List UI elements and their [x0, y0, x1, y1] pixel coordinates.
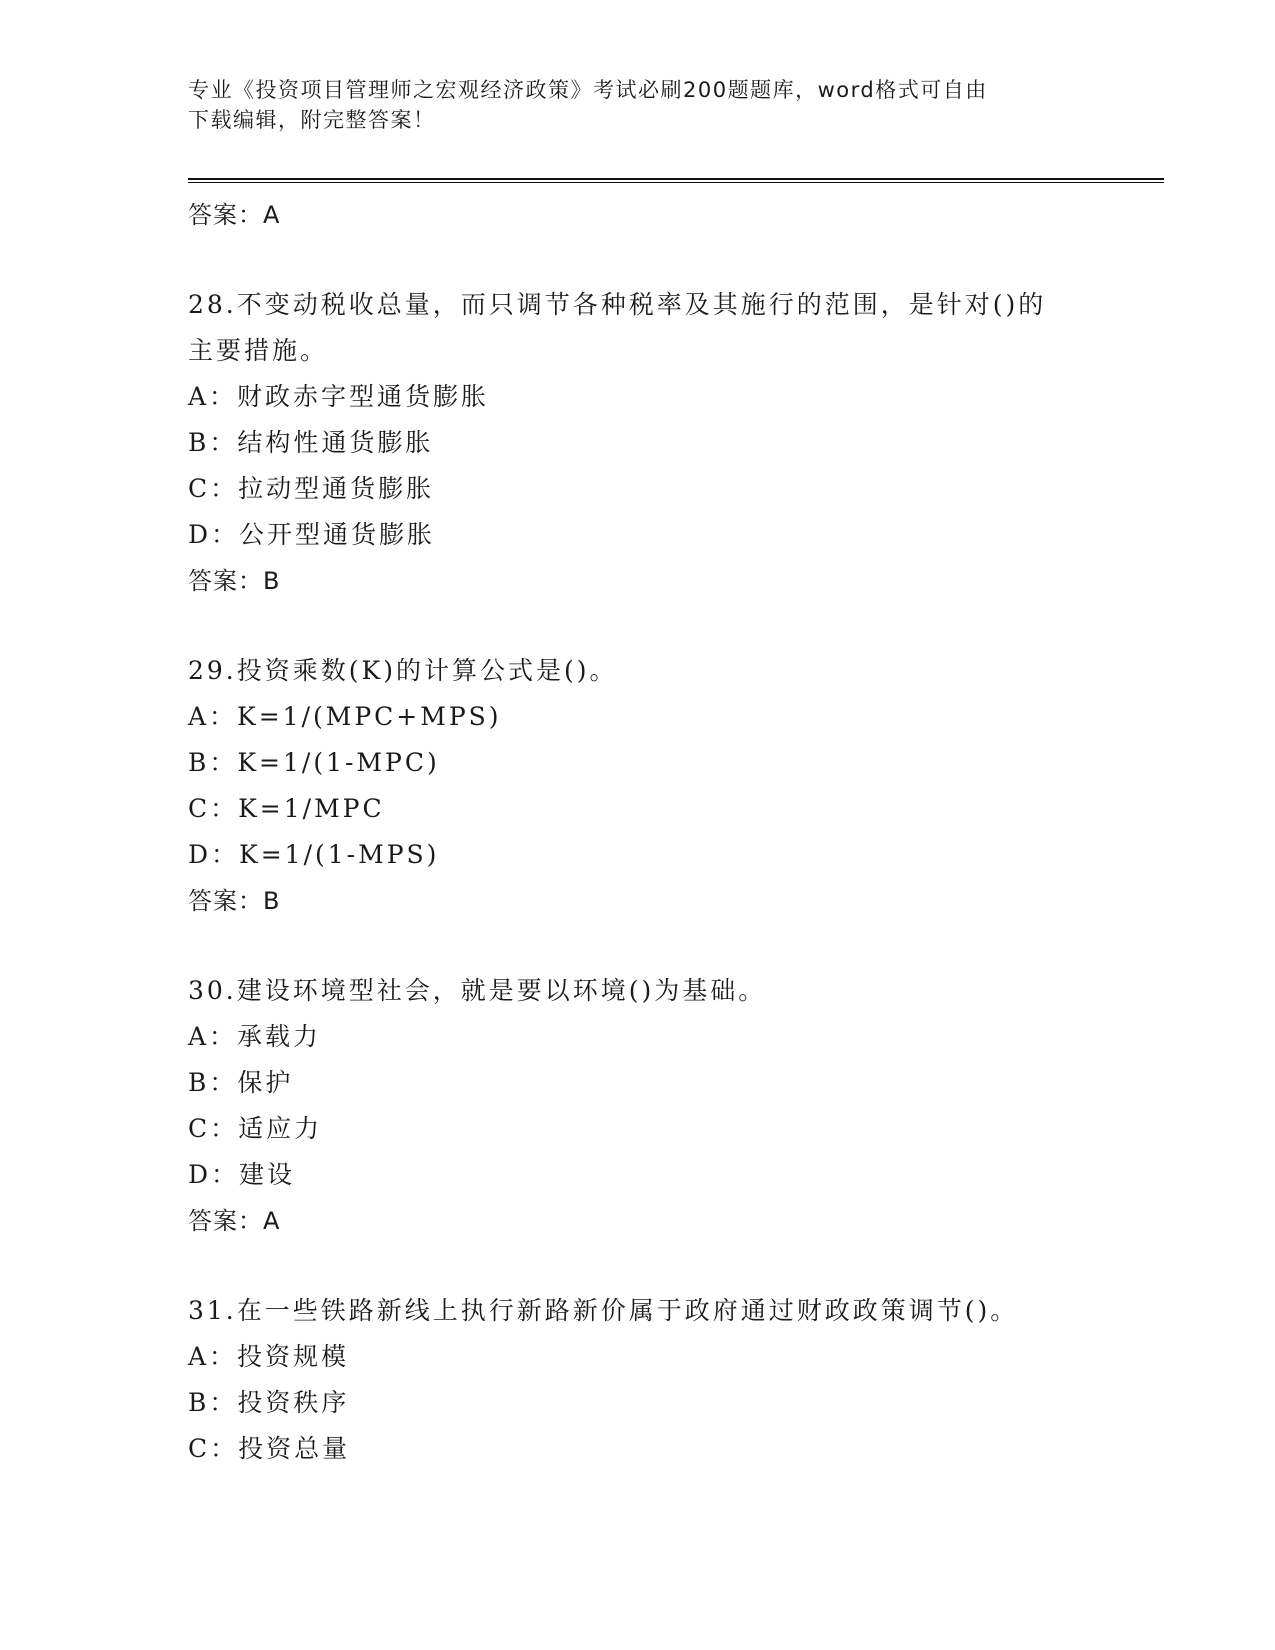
- question-stem: 主要措施。: [188, 336, 329, 365]
- header-divider: [188, 178, 1164, 183]
- option-a: A：K=1/(MPC+MPS): [188, 702, 502, 731]
- question-stem: 28.不变动税收总量，而只调节各种税率及其施行的范围，是针对()的: [188, 290, 1047, 319]
- question-31: [188, 1288, 1148, 1472]
- option-b: B：结构性通货膨胀: [188, 428, 434, 457]
- option-c: C：拉动型通货膨胀: [188, 474, 435, 503]
- header-line-2: 下载编辑，附完整答案！: [188, 108, 436, 132]
- answer-line: 答案：B: [188, 567, 281, 595]
- spacer: [188, 1244, 1148, 1288]
- spacer: [188, 238, 1148, 282]
- answer-line: 答案：A: [188, 1207, 281, 1235]
- question-stem: 31.在一些铁路新线上执行新路新价属于政府通过财政政策调节()。: [188, 1296, 1019, 1325]
- answer-line: 答案：B: [188, 887, 281, 915]
- option-d: D：建设: [188, 1160, 296, 1189]
- option-b: B：K=1/(1-MPC): [188, 748, 440, 777]
- option-c: C：适应力: [188, 1114, 323, 1143]
- option-b: B：保护: [188, 1068, 294, 1097]
- answer-line: 答案：A: [188, 201, 281, 229]
- spacer: [188, 604, 1148, 648]
- option-d: D：K=1/(1-MPS): [188, 840, 440, 869]
- question-29: [188, 648, 1148, 924]
- question-28: [188, 282, 1148, 604]
- option-a: A：财政赤字型通货膨胀: [188, 382, 490, 411]
- question-stem: 30.建设环境型社会，就是要以环境()为基础。: [188, 976, 767, 1005]
- option-b: B：投资秩序: [188, 1388, 350, 1417]
- question-30: [188, 968, 1148, 1244]
- document-header: [188, 75, 1088, 135]
- option-c: C：K=1/MPC: [188, 794, 385, 823]
- header-line-1: 专业《投资项目管理师之宏观经济政策》考试必刷200题题库，word格式可自由: [188, 78, 988, 102]
- option-d: D：公开型通货膨胀: [188, 520, 436, 549]
- question-stem: 29.投资乘数(K)的计算公式是()。: [188, 656, 618, 685]
- option-a: A：投资规模: [188, 1342, 350, 1371]
- question-list: [188, 192, 1148, 1472]
- spacer: [188, 924, 1148, 968]
- option-a: A：承载力: [188, 1022, 322, 1051]
- option-c: C：投资总量: [188, 1434, 351, 1463]
